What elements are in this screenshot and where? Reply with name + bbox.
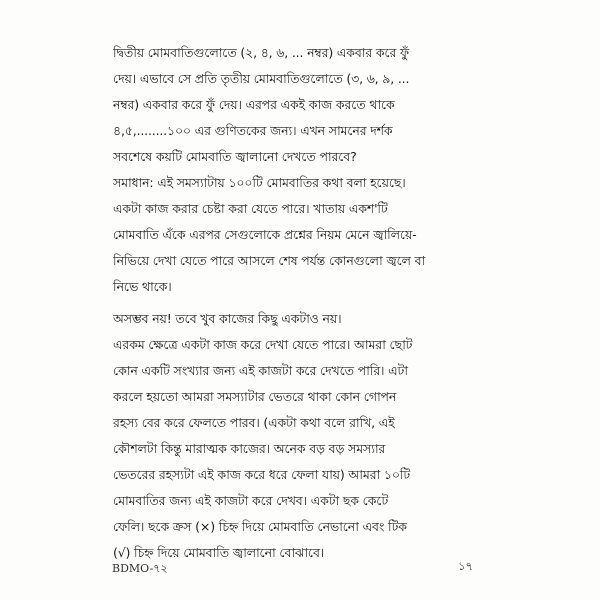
text-line: দ্বিতীয় মোমবাতিগুলোতে (২, ৪, ৬, ... নম্বর) একবার করে ফুঁ [113,45,410,60]
text-line: কৌশলটা কিন্তু মারাত্মক কাজের। অনেক বড় বড় সমস্যার [113,441,386,456]
text-line: ৪,৫,........১০০ এর গুণিতকের জন্য। এখন সামনের দর্শক [113,123,393,138]
text-line: নম্বর) একবার করে ফুঁ দেয়। এরপর একই কাজ করতে থাকে [113,97,395,112]
text-line: ফেলি। ছকে ক্রস (×) চিহ্ন দিয়ে মোমবাতি নেভানো এবং টিক [113,519,407,534]
text-line: কোন একটি সংখ্যার জন্য এই কাজটা করে দেখতে পারি। এটা [113,363,408,378]
text-line: করলে হয়তো আমরা সমস্যাটার ভেতরে থাকা কোন গোপন [113,389,397,404]
text-line: দেয়। এভাবে সে প্রতি তৃতীয় মোমবাতিগুলোতে (৩, ৬, ৯, ... [113,71,410,86]
text-line: নিভে থাকে। [113,279,172,294]
text-line: ভেতরের রহস্যটা এই কাজ করে ধরে ফেলা যায়) আমরা ১০টি [113,467,411,482]
text-line: অসম্ভব নয়! তবে খুব কাজের কিছু একটাও নয়। [113,311,342,326]
page-number: ১৭ [458,559,473,573]
text-line: (√) চিহ্ন দিয়ে মোমবাতি জ্বালানো বোঝাবে। [113,545,325,560]
text-line: এরকম ক্ষেত্রে একটা কাজ করে দেখা যেতে পারে। আমরা ছোট [113,337,413,352]
footer-book-code: BDMO-৭২ [112,562,168,575]
text-line: রহস্য বের করে ফেলতে পারব। (একটা কথা বলে রাখি, এই [113,415,395,430]
text-line: একটা কাজ করার চেষ্টা করা যেতে পারে। খাতায় একশ'টি [113,201,388,216]
page-body-text [113,40,475,566]
text-line: সমাধান: এই সমস্যাটায় ১০০টি মোমবাতির কথা বলা হয়েছে। [113,175,406,190]
text-line: নিভিয়ে দেখা যেতে পারে আসলে শেষ পর্যন্ত কোনগুলো জ্বলে বা [113,253,426,268]
text-line: মোমবাতি এঁকে এরপর সেগুলোকে প্রশ্নের নিয়ম মেনে জ্বালিয়ে- [113,227,417,242]
text-line: সবশেষে কয়টি মোমবাতি জ্বালানো দেখতে পারবে? [113,149,357,164]
text-line: মোমবাতির জন্য এই কাজটা করে দেখব। একটা ছক কেটে [113,493,389,508]
